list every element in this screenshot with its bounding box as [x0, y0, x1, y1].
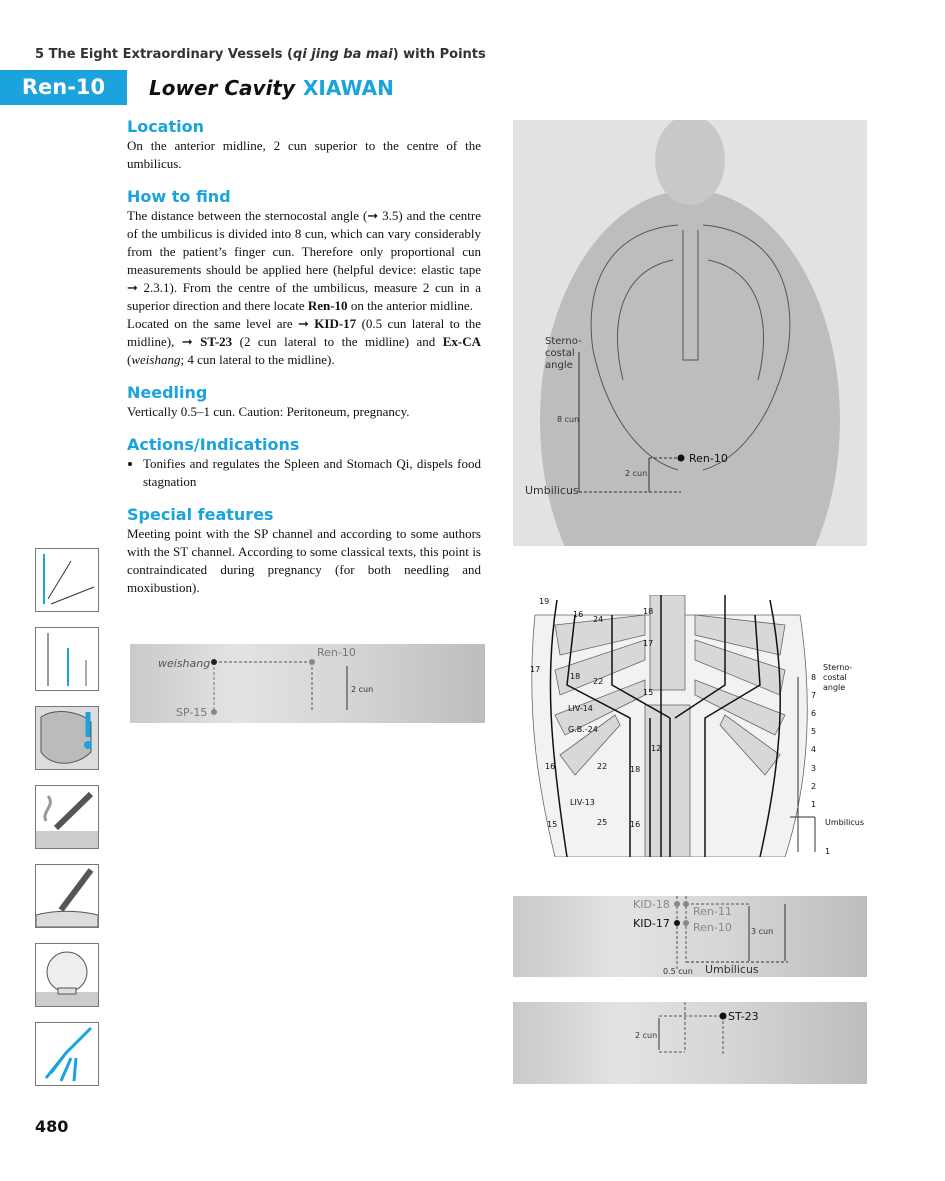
scale-4: 4 [811, 745, 817, 754]
kid17-figure [513, 896, 867, 977]
label-st23: ST-23 [728, 1010, 759, 1023]
ren10-point [309, 659, 315, 665]
label-17: 17 [643, 639, 654, 648]
running-head-italic: qi jing ba mai [293, 47, 393, 62]
location-heading: Location [127, 117, 204, 136]
label-19: 19 [539, 597, 550, 606]
label-weishang: weishang [158, 657, 211, 670]
label-angle: angle [545, 360, 573, 371]
label-17b: 17 [530, 665, 541, 674]
cupping-icon [35, 943, 99, 1007]
needle-insertion-icon [35, 864, 99, 928]
point-title [149, 76, 394, 100]
body-text [127, 117, 481, 611]
label-3cun: 3 cun [751, 927, 774, 936]
label-12: 12 [651, 744, 662, 753]
label-costal: costal [545, 348, 575, 359]
label-16: 16 [573, 610, 584, 619]
p1-text: The distance between the sternocostal angle (➞ 3.5) and the centre of the umbilicus is divided into 8 cun, which can vary considerably from the patient’s finger cun. Therefore only proportional cun measurements should be applied here (helpful device: elastic tape ➞ 2.3.1). From the centre of the umbilicus, measure 2 cun in a superior direction and there locate [127, 208, 481, 313]
label-16b: 16 [545, 762, 556, 771]
action-item: • Tonifies and regulates the Spleen and Stomach Qi, dispels food stagnation [143, 455, 481, 491]
how-to-find-heading: How to find [127, 187, 231, 206]
special-heading: Special features [127, 505, 274, 524]
abdominal-organs-icon [35, 706, 99, 770]
label-ren11: Ren-11 [693, 905, 732, 918]
label-15: 15 [643, 688, 654, 697]
scale-3: 3 [811, 764, 817, 773]
label-24: 24 [593, 615, 604, 624]
scale-8: 8 [811, 673, 817, 682]
torso-rib-figure [513, 120, 867, 546]
label-16c: 16 [630, 820, 641, 829]
special-text: Meeting point with the SP channel and according to some authors with the ST channel. According to some classical texts, this point is contraindicated during pregnancy (for both needling and moxibustion). [127, 526, 481, 595]
running-head [35, 47, 486, 62]
p1-bold: Ren-10 [307, 298, 348, 313]
label-ren10: Ren-10 [317, 646, 356, 659]
needle-depth-icon [35, 627, 99, 691]
scale-7: 7 [811, 691, 817, 700]
ref-exca: Ex-CA [442, 334, 481, 349]
label-kid18: KID-18 [633, 898, 670, 911]
scale-5: 5 [811, 727, 817, 736]
p2-b: (0.5 cun lateral to the midline), ➞ [127, 316, 481, 349]
label-sterno: Sterno- [545, 336, 582, 347]
actions-list [127, 455, 481, 491]
ren10-point [683, 920, 689, 926]
actions-heading: Actions/Indications [127, 435, 300, 454]
st23-figure [513, 1002, 867, 1084]
title-pinyin: XIAWAN [303, 76, 394, 100]
how-to-find-p2 [127, 315, 481, 369]
label-18b: 18 [570, 672, 581, 681]
label-25: 25 [597, 818, 608, 827]
label-ren10: Ren-10 [693, 921, 732, 934]
scale-2: 2 [811, 782, 817, 791]
label-2cun: 2 cun [625, 469, 648, 478]
ref-kid17: KID-17 [314, 316, 357, 331]
label-liv14: LIV-14 [568, 704, 593, 713]
location-text: On the anterior midline, 2 cun superior to the centre of the umbilicus. [127, 138, 481, 171]
ren10-point [678, 455, 685, 462]
p2-italic: weishang [131, 352, 181, 367]
st23-point [720, 1013, 727, 1020]
p2-a: Located on the same level are ➞ [127, 316, 315, 331]
label-05cun: 0.5 cun [663, 967, 693, 976]
p1-end: on the anterior midline. [347, 298, 473, 313]
ref-st23: ST-23 [200, 334, 233, 349]
sp15-point [211, 709, 217, 715]
page-number: 480 [35, 1117, 69, 1136]
label-2cun: 2 cun [351, 685, 374, 694]
needle-types-icon [35, 548, 99, 612]
label-liv13: LIV-13 [570, 798, 595, 807]
label-18c: 18 [630, 765, 641, 774]
label-umbilicus: Umbilicus [825, 818, 865, 827]
label-angle: angle [823, 683, 846, 692]
running-head-prefix: 5 The Eight Extraordinary Vessels ( [35, 47, 294, 62]
channel-skeleton-diagram [515, 595, 870, 857]
running-head-suffix: ) with Points [392, 47, 486, 62]
label-costal: costal [823, 673, 847, 682]
label-ren10: Ren-10 [689, 452, 728, 465]
label-22b: 22 [597, 762, 608, 771]
scale-6: 6 [811, 709, 817, 718]
how-to-find-p1 [127, 207, 481, 315]
scale-1-below: 1 [825, 847, 831, 856]
label-sterno: Sterno- [823, 663, 853, 672]
hand-acupressure-icon [35, 1022, 99, 1086]
p2-c: (2 cun lateral to the midline) and [232, 334, 443, 349]
moxibustion-icon [35, 785, 99, 849]
label-8cun: 8 cun [557, 415, 580, 424]
title-english: Lower Cavity [149, 76, 296, 100]
label-kid17: KID-17 [633, 917, 670, 930]
p2-e: ; 4 cun lateral to the midline). [180, 352, 335, 367]
label-umbilicus: Umbilicus [705, 963, 759, 976]
weishang-point [211, 659, 217, 665]
weishang-figure [130, 644, 485, 723]
scale-1: 1 [811, 800, 817, 809]
label-umbilicus: Umbilicus [525, 484, 579, 497]
needling-heading: Needling [127, 383, 208, 402]
kid17-point [674, 920, 680, 926]
label-gb24: G.B.-24 [568, 725, 598, 734]
label-18: 18 [643, 607, 654, 616]
label-15b: 15 [547, 820, 558, 829]
p2-d: ( [127, 352, 132, 367]
label-2cun: 2 cun [635, 1031, 658, 1040]
point-code-tab: Ren-10 [0, 70, 127, 105]
needling-text: Vertically 0.5–1 cun. Caution: Peritoneum, pregnancy. [127, 404, 410, 419]
label-22: 22 [593, 677, 604, 686]
label-sp15: SP-15 [176, 706, 208, 719]
